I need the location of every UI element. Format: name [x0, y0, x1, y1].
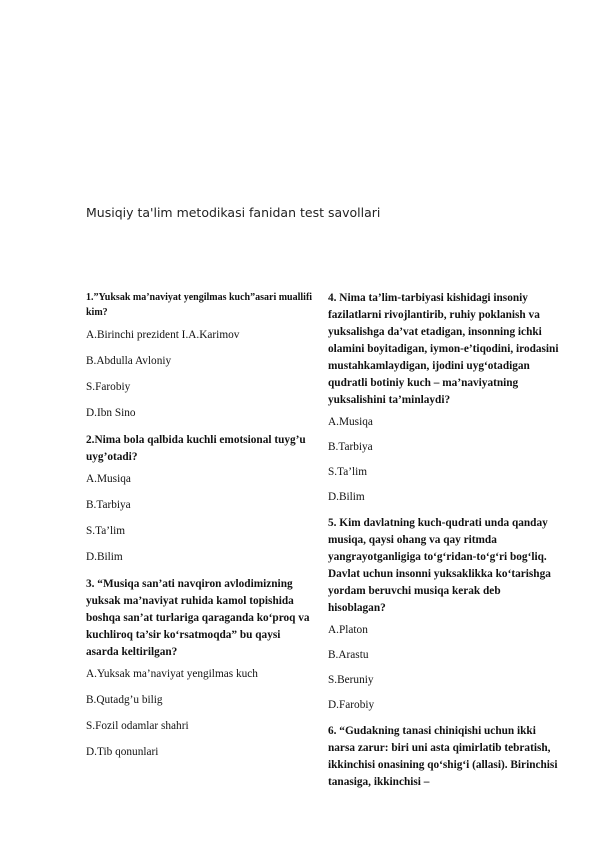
- question-1-option-d: D.Ibn Sino: [86, 407, 136, 419]
- question-2-option-b: B.Tarbiya: [86, 499, 131, 511]
- question-1: 1.”Yuksak ma’naviyat yengilmas kuch”asari muallifi kim?: [86, 292, 313, 318]
- question-5-option-c: S.Beruniy: [328, 674, 374, 686]
- question-6: 6. “Gudakning tanasi chiniqishi uchun ikki narsa zarur: biri uni asta qimirlatib tebratish, ikkinchisi onasining qo‘shig‘i (allasi). Birinchisi tanasiga, ikkinchisi –: [328, 725, 558, 788]
- question-1-option-c: S.Farobiy: [86, 381, 131, 393]
- question-3-option-b: B.Qutadg’u bilig: [86, 694, 163, 706]
- question-4: 4. Nima ta’lim-tarbiyasi kishidagi insoniy fazilatlarni rivojlantirib, ruhiy poklanish va yuksalishga da’vat etadigan, insonning ichki olamini boyitadigan, iymon-e’tiqodini, irodasini mustahkamlaydigan, ijodini uyg‘otadigan qudratli botiniy kuch – ma’naviyatning yuksalishini ta’minlaydi?: [328, 292, 559, 406]
- question-5-option-b: B.Arastu: [328, 649, 369, 661]
- question-1-option-b: B.Abdulla Avloniy: [86, 355, 172, 367]
- question-2: 2.Nima bola qalbida kuchli emotsional tuyg’u uyg’otadi?: [86, 434, 306, 463]
- question-1-option-a: A.Birinchi prezident I.A.Karimov: [86, 329, 240, 341]
- question-3-option-a: A.Yuksak ma’naviyat yengilmas kuch: [86, 668, 258, 680]
- question-4-option-d: D.Bilim: [328, 491, 365, 503]
- question-5-option-d: D.Farobiy: [328, 699, 375, 711]
- question-5: 5. Kim davlatning kuch-qudrati unda qanday musiqa, qaysi ohang va qay ritmda yangrayotganligiga to‘g‘ridan-to‘g‘ri bog‘liq. Davlat uchun insonni yuksaklikka ko‘tarishga yordam beruvchi musiqa kerak deb hisoblagan?: [328, 517, 551, 614]
- question-2-option-c: S.Ta’lim: [86, 525, 126, 537]
- question-3-option-d: D.Tib qonunlari: [86, 746, 159, 758]
- question-4-option-b: B.Tarbiya: [328, 441, 373, 453]
- question-5-option-a: A.Platon: [328, 624, 368, 636]
- left-column: [86, 290, 314, 771]
- right-column: [328, 290, 560, 797]
- question-4-option-a: A.Musiqa: [328, 416, 373, 428]
- question-2-option-d: D.Bilim: [86, 551, 123, 563]
- question-2-option-a: A.Musiqa: [86, 473, 131, 485]
- question-3: 3. “Musiqa san’ati navqiron avlodimizning yuksak ma’naviyat ruhida kamol topishida boshqa san’at turlariga qaraganda ko‘proq va kuchliroq ta’sir ko‘rsatmoqda” bu qaysi asarda keltirilgan?: [86, 578, 310, 658]
- question-3-option-c: S.Fozil odamlar shahri: [86, 720, 189, 732]
- document-title: Musiqiy ta'lim metodikasi fanidan test savollari: [86, 205, 381, 220]
- question-4-option-c: S.Ta’lim: [328, 466, 368, 478]
